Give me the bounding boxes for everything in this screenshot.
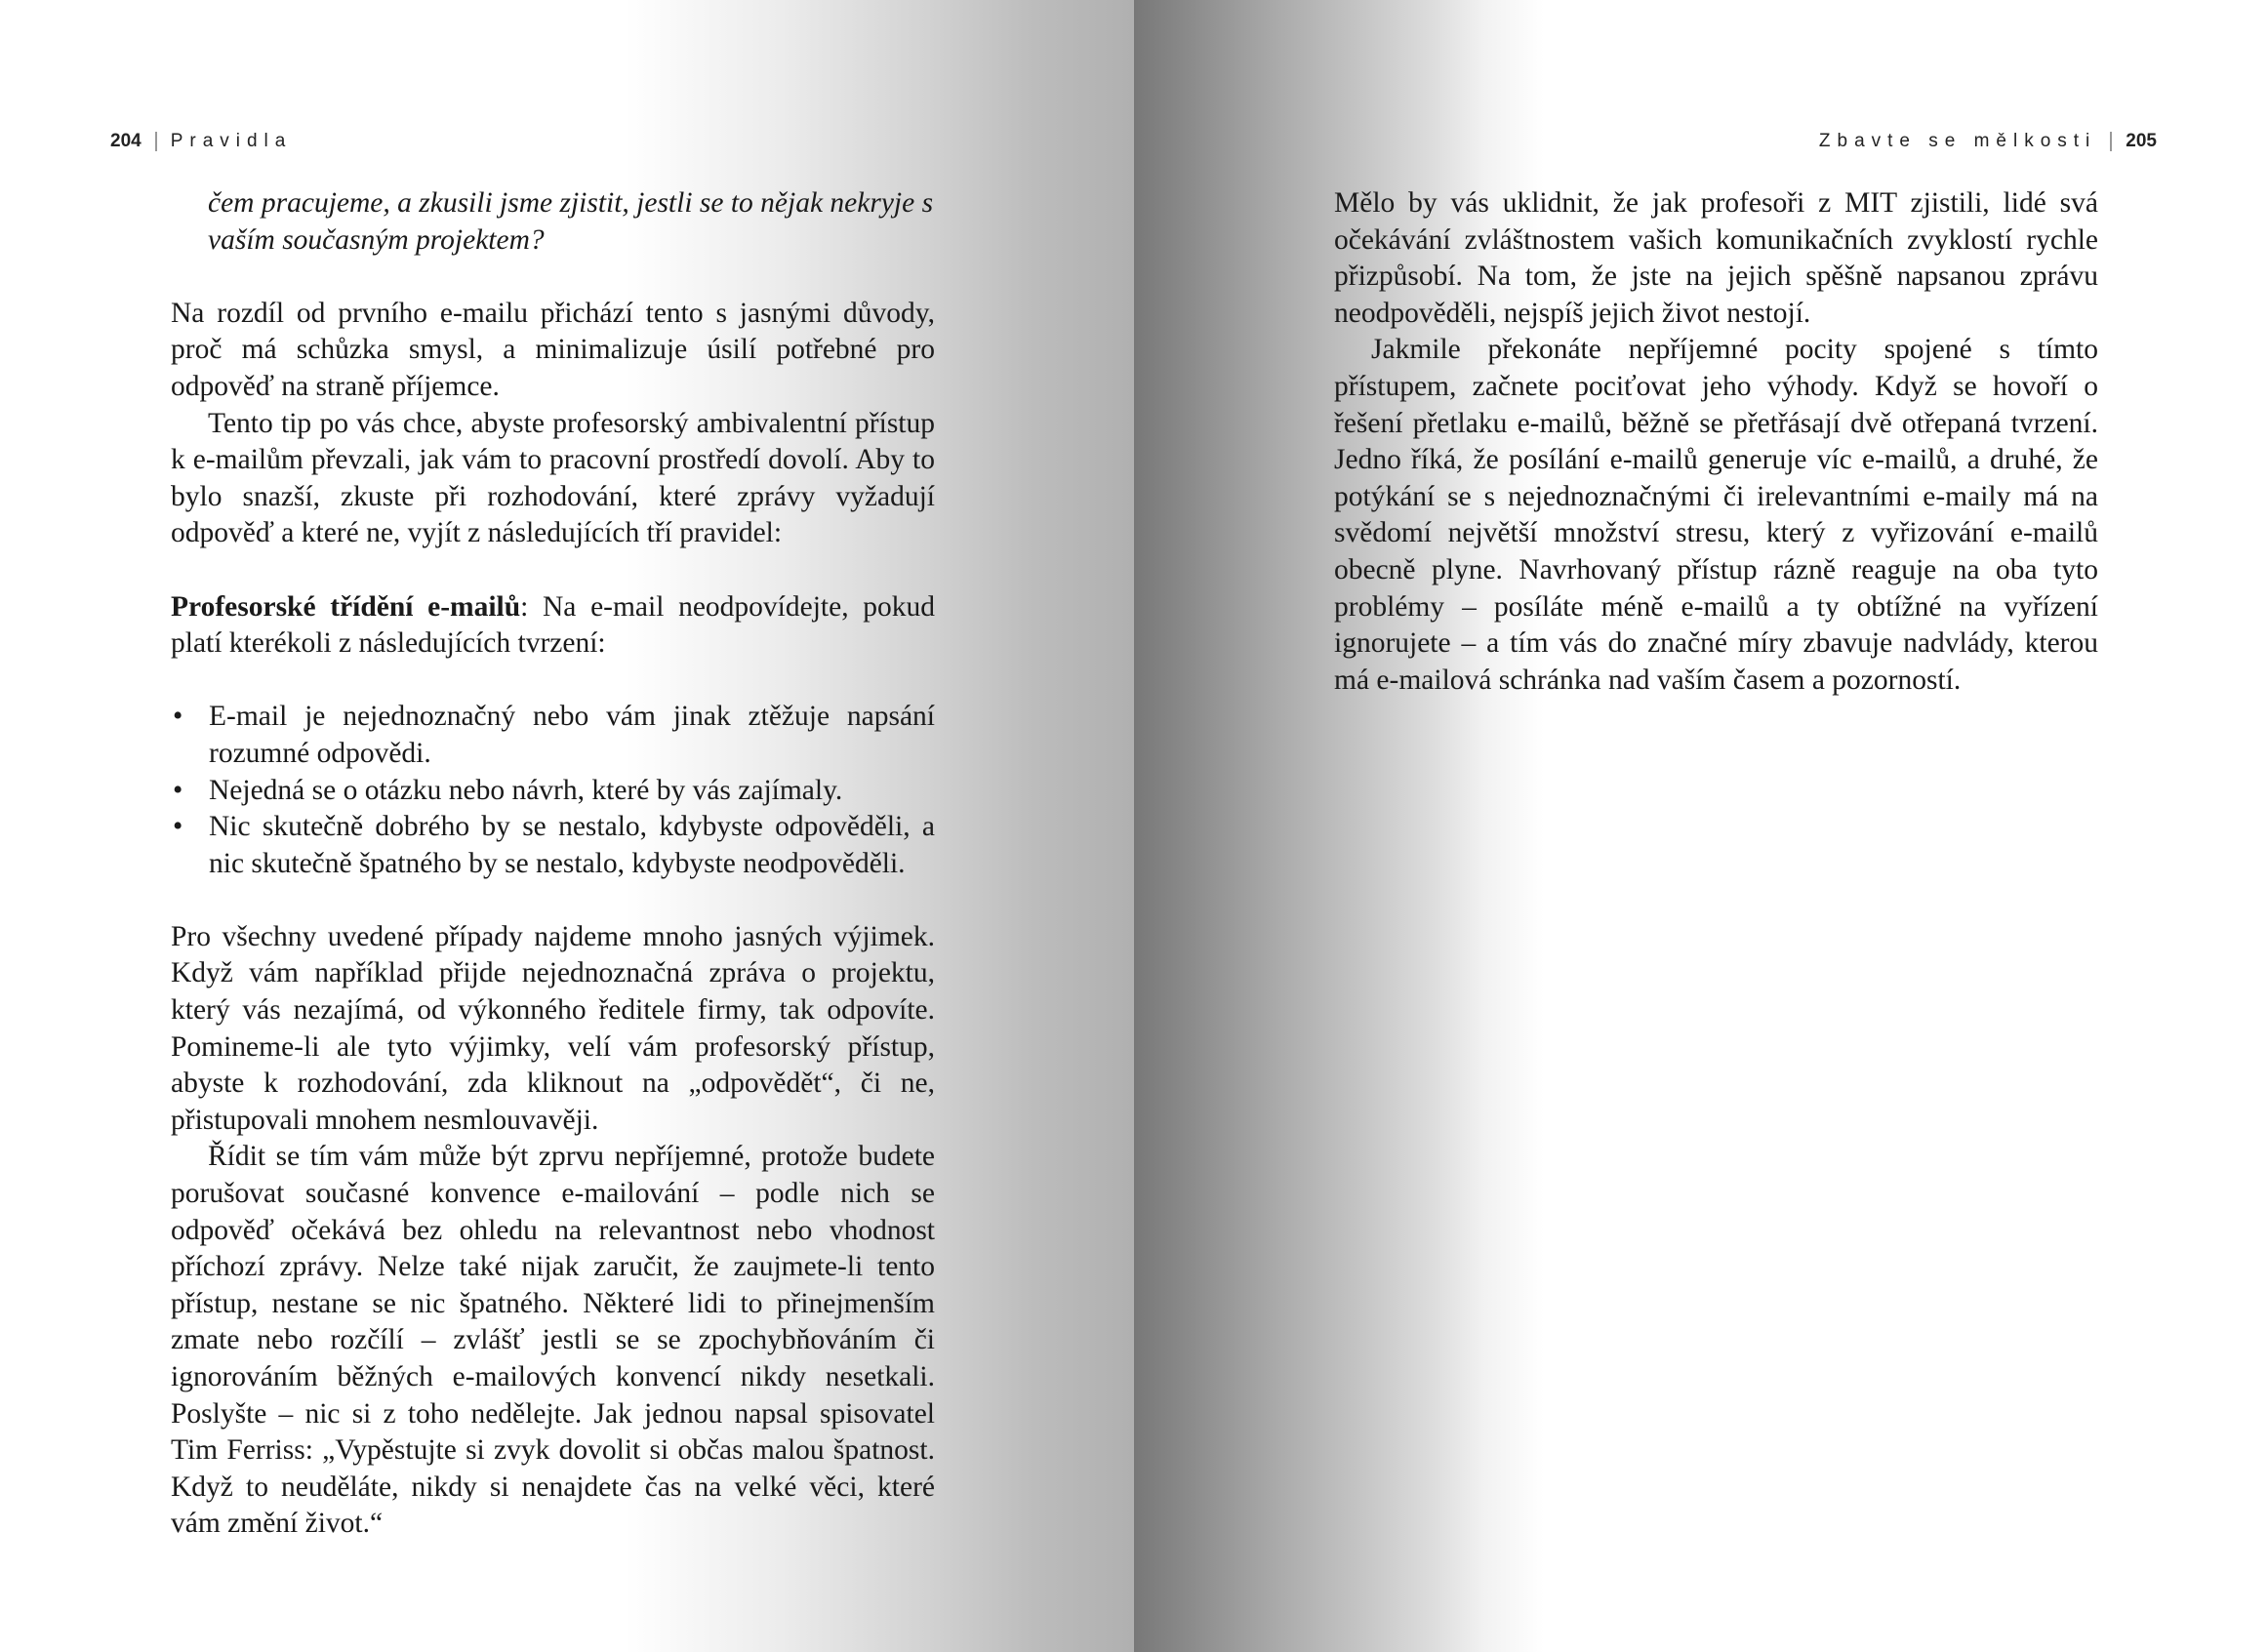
right-running-head [1819, 131, 2157, 152]
list-item [171, 699, 935, 772]
section-title-left: Pravidla [170, 131, 293, 151]
right-page-body [1334, 185, 2098, 699]
paragraph: Tento tip po vás chce, abyste profesorský ambivalentní přístup k e-mailům převzali, jak vám to pracovní prostředí dovolí. Aby to bylo snazší, zkuste při rozhodování, které zprávy vyžadují odpověď a které ne, vyjít z následujících tří pravidel: [171, 407, 935, 549]
section-title-right: Zbavte se mělkosti [1818, 131, 2097, 151]
rule-heading: Profesorské třídění e-mailů [171, 590, 521, 623]
header-divider [155, 132, 157, 151]
paragraph: Jakmile překonáte nepříjemné pocity spojené s tímto přístupem, začnete pociťovat jeho výhody. Když se hovoří o řešení přetlaku e-mailů, běžně se přetřásají dvě otřepaná tvrzení. Jedno říká, že posílání e-mailů generuje víc e-mailů, a druhé, že potýkání se s nejednoznačnými či irelevantními e-maily má na svědomí největší množství stresu, který z vyřizování e-mailů obecně plyne. Navrhovaný přístup rázně reaguje na oba tyto problémy – posíláte méně e-mailů a ty obtížné na vyřízení ignorujete – a tím vás do značné míry zbavuje nadvlády, kterou má e-mailová schránka nad vaším časem a pozorností. [1334, 334, 2098, 696]
paragraph: Pro všechny uvedené případy najdeme mnoho jasných výjimek. Když vám například přijde nejednoznačná zpráva o projektu, který vás nezajímá, od výkonného ředitele firmy, tak odpovíte. Pomineme-li ale tyto výjimky, velí vám profesorský přístup, abyste k rozhodování, zda kliknout na „odpovědět“, či ne, přistupovali mnohem nesmlouvavěji. [171, 920, 935, 1136]
rule-statement [171, 589, 935, 663]
bullet-icon: • [173, 701, 183, 733]
bullet-icon: • [173, 774, 183, 806]
page-number-right: 205 [2126, 131, 2157, 151]
rule-intro: : Na e-mail neodpovídejte, pokud platí kterékoli z následujících tvrzení: [171, 590, 935, 660]
left-page-body [171, 185, 935, 1543]
list-item [171, 773, 935, 810]
bullet-icon: • [173, 811, 183, 843]
paragraph: Řídit se tím vám může být zprvu nepříjemné, protože budete porušovat současné konvence e-mailování – podle nich se odpověď očekává bez ohledu na relevantnost nebo vhodnost příchozí zprávy. Nelze také nijak zaručit, že zaujmete-li tento přístup, nestane se nic špatného. Některé lidi to přinejmenším zmate nebo rozčílí – zvlášť jestli se se zpochybňováním či ignorováním běžných e-mailových konvencí nikdy nesetkali. Poslyšte – nic si z toho nedělejte. Jak jednou napsal spisovatel Tim Ferriss: „Vypěstujte si zvyk dovolit si občas malou špatnost. Když to neuděláte, nikdy si nenajdete čas na velké věci, které vám změní život.“ [171, 1141, 935, 1540]
header-divider [2110, 132, 2112, 151]
list-item [171, 809, 935, 882]
left-running-head [110, 131, 292, 152]
paragraph: Na rozdíl od prvního e-mailu přichází tento s jasnými důvody, proč má schůzka smysl, a minimalizuje úsilí potřebné pro odpověď na straně příjemce. [171, 297, 935, 402]
page-number-left: 204 [110, 131, 142, 151]
rules-list [171, 699, 935, 882]
paragraph: Mělo by vás uklidnit, že jak profesoři z MIT zjistili, lidé svá očekávání zvláštnostem vašich komunikačních zvyklostí rychle přizpůsobí. Na tom, že jste na jejich spěšně napsanou zprávu neodpověděli, nejspíš jejich život nestojí. [1334, 187, 2098, 329]
list-item-text: E-mail je nejednoznačný nebo vám jinak ztěžuje napsání rozumné odpovědi. [209, 701, 935, 769]
list-item-text: Nic skutečně dobrého by se nestalo, kdybyste odpověděli, a nic skutečně špatného by se nestalo, kdybyste neodpověděli. [209, 811, 935, 879]
list-item-text: Nejedná se o otázku nebo návrh, které by vás zajímaly. [209, 774, 843, 806]
quote-continuation: čem pracujeme, a zkusili jsme zjistit, jestli se to nějak nekryje s vaším současným projektem? [208, 187, 934, 256]
